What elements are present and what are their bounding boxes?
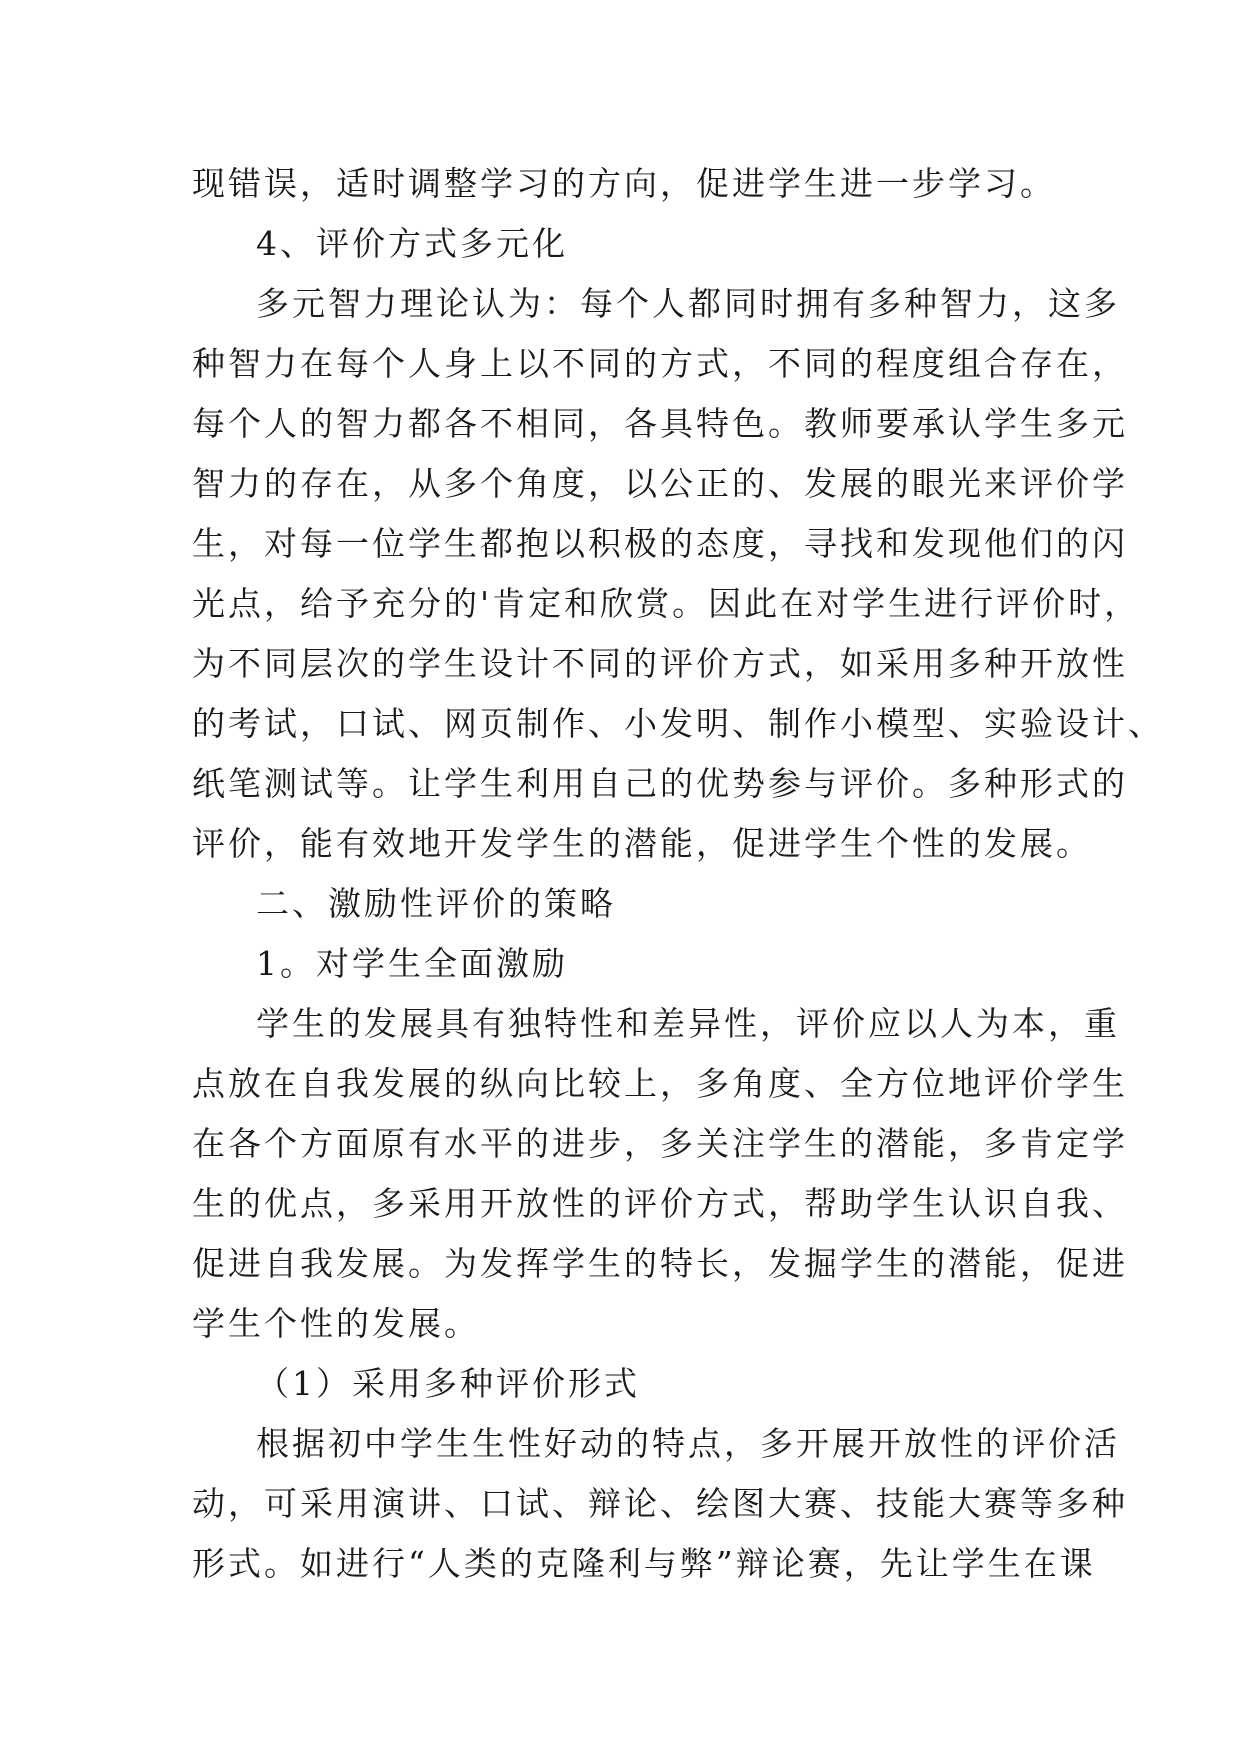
paragraph-line: 形式。如进行“人类的克隆利与弊”辩论赛，先让学生在课 bbox=[192, 1544, 1096, 1583]
paragraph-line: 生的优点，多采用开放性的评价方式，帮助学生认识自我、 bbox=[192, 1184, 1128, 1223]
paragraph-line: 根据初中学生生性好动的特点，多开展开放性的评价活 bbox=[256, 1424, 1120, 1463]
subsection-heading-1-1: （1）采用多种评价形式 bbox=[256, 1364, 640, 1403]
paragraph-line: 点放在自我发展的纵向比较上，多角度、全方位地评价学生 bbox=[192, 1064, 1128, 1103]
paragraph-line: 在各个方面原有水平的进步，多关注学生的潜能，多肯定学 bbox=[192, 1124, 1128, 1163]
paragraph-line: 学生的发展具有独特性和差异性，评价应以人为本，重 bbox=[256, 1004, 1120, 1043]
paragraph-line: 每个人的智力都各不相同，各具特色。教师要承认学生多元 bbox=[192, 404, 1128, 443]
paragraph-line: 评价，能有效地开发学生的潜能，促进学生个性的发展。 bbox=[192, 824, 1092, 863]
paragraph-line: 纸笔测试等。让学生利用自己的优势参与评价。多种形式的 bbox=[192, 764, 1128, 803]
paragraph-line: 学生个性的发展。 bbox=[192, 1304, 480, 1343]
paragraph-line: 种智力在每个人身上以不同的方式，不同的程度组合存在， bbox=[192, 344, 1128, 383]
section-heading-4: 4、评价方式多元化 bbox=[256, 224, 568, 263]
body-line: 现错误，适时调整学习的方向，促进学生进一步学习。 bbox=[192, 164, 1056, 203]
document-body bbox=[192, 154, 1164, 1594]
paragraph-line: 光点，给予充分的'肯定和欣赏。因此在对学生进行评价时， bbox=[192, 584, 1141, 623]
paragraph-line: 促进自我发展。为发挥学生的特长，发掘学生的潜能，促进 bbox=[192, 1244, 1128, 1283]
subsection-heading-1: 1。对学生全面激励 bbox=[256, 944, 568, 983]
paragraph-line: 为不同层次的学生设计不同的评价方式，如采用多种开放性 bbox=[192, 644, 1128, 683]
paragraph-line: 多元智力理论认为：每个人都同时拥有多种智力，这多 bbox=[256, 284, 1120, 323]
paragraph-line: 的考试，口试、网页制作、小发明、制作小模型、实验设计、 bbox=[192, 704, 1164, 743]
section-heading-2: 二、激励性评价的策略 bbox=[256, 884, 616, 923]
paragraph-line: 智力的存在，从多个角度，以公正的、发展的眼光来评价学 bbox=[192, 464, 1128, 503]
paragraph-line: 生，对每一位学生都抱以积极的态度，寻找和发现他们的闪 bbox=[192, 524, 1128, 563]
paragraph-line: 动，可采用演讲、口试、辩论、绘图大赛、技能大赛等多种 bbox=[192, 1484, 1128, 1523]
